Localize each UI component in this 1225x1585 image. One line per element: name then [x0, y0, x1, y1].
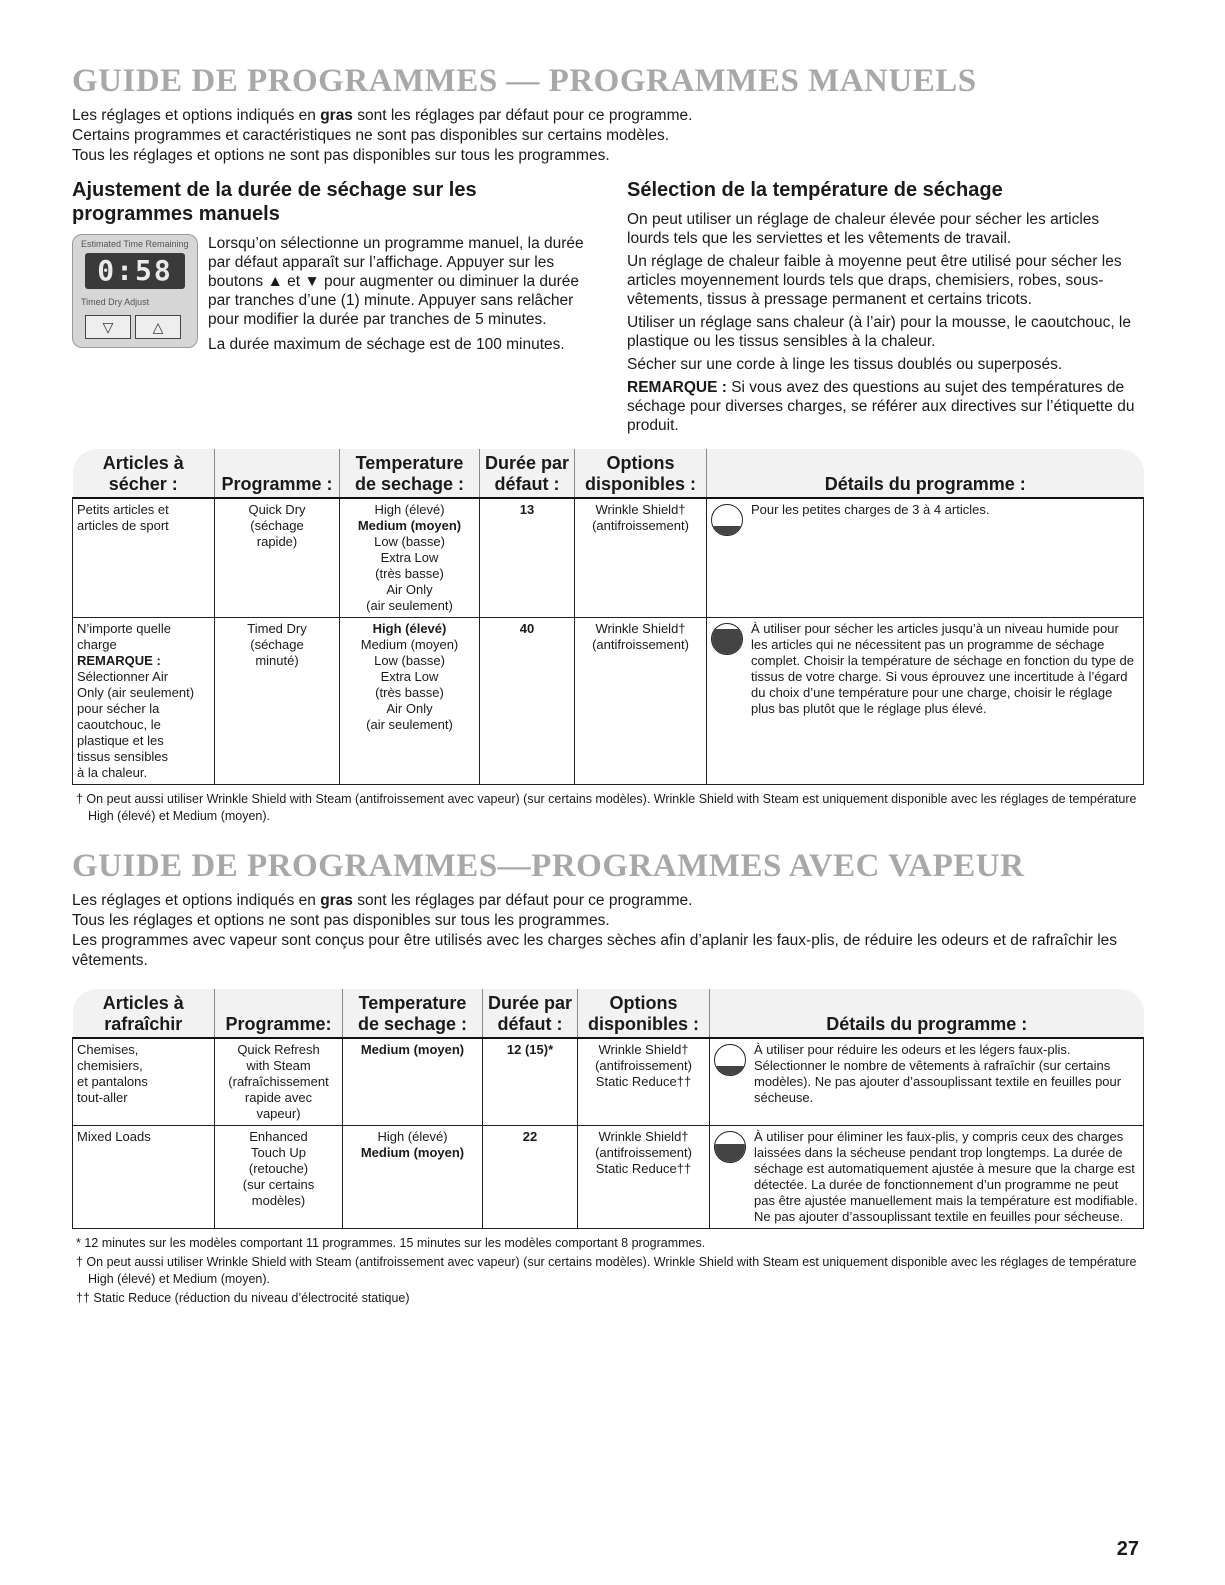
section1-title: GUIDE DE PROGRAMMES — PROGRAMMES MANUELS [72, 63, 977, 99]
section2-intro [72, 891, 1144, 971]
up-arrow-icon: △ [135, 315, 181, 339]
temperature-option: Extra Low [380, 669, 439, 684]
temperature-cell [340, 618, 480, 785]
articles-line: plastique et les [77, 733, 164, 748]
programme-line: (séchage [250, 518, 304, 533]
intro-line: Les programmes avec vapeur sont conçus pour être utilisés avec les charges sèches afin d’aplanir les faux-plis, de réduire les odeurs et de rafraîchir les vêtements. [72, 932, 1118, 969]
option-line: (antifroissement) [592, 518, 689, 533]
temperature-option: High (élevé) [374, 502, 445, 517]
table-row [73, 1126, 1144, 1229]
intro-line: Les réglages et options indiqués en gras sont les réglages par défaut pour ce programme. [72, 892, 693, 909]
articles-line: N’importe quelle [77, 621, 171, 636]
dryness-fill [712, 629, 742, 655]
intro-line: Certains programmes et caractéristiques ne sont pas disponibles sur certains modèles. [72, 127, 670, 144]
temperature-paragraph: Utiliser un réglage sans chaleur (à l’air) pour la mousse, le caoutchouc, le plastique ou les tissus sensibles à la chaleur. [627, 314, 1131, 350]
temperature-heading: Sélection de la température de séchage [627, 179, 1003, 201]
intro-line: Tous les réglages et options ne sont pas disponibles sur tous les programmes. [72, 912, 610, 929]
adjust-column [72, 178, 589, 439]
temperature-paragraph: Sécher sur une corde à linge les tissus doublés ou superposés. [627, 356, 1063, 373]
programme-cell [215, 618, 340, 785]
articles-line: tissus sensibles [77, 749, 169, 764]
articles-line: chemisiers, [77, 1058, 143, 1073]
options-cell [575, 618, 707, 785]
option-line: Wrinkle Shield† [598, 1042, 689, 1057]
articles-cell [73, 1038, 215, 1126]
option-line: Static Reduce†† [595, 1161, 692, 1176]
temperature-column [627, 178, 1144, 439]
remark: REMARQUE : Si vous avez des questions au sujet des températures de séchage pour diverses charges, se référer aux directives sur l’étiquette du produit. [627, 379, 1135, 434]
duration-cell: 13 [480, 498, 575, 618]
programme-cell [215, 1038, 343, 1126]
temperature-option: High (élevé) [377, 1129, 448, 1144]
programme-line: Enhanced [249, 1129, 308, 1144]
programme-line: Quick Refresh [237, 1042, 320, 1057]
details-cell [710, 1126, 1144, 1229]
details-cell [707, 498, 1144, 618]
articles-line: et pantalons [77, 1074, 148, 1089]
programme-line: Timed Dry [247, 621, 307, 636]
table-row [73, 1038, 1144, 1126]
details-text: Pour les petites charges de 3 à 4 articles. [751, 502, 990, 517]
programme-line: (sur certains [242, 1177, 315, 1192]
section1-columns [72, 178, 1144, 439]
temperature-cell [340, 498, 480, 618]
articles-cell [73, 618, 215, 785]
programme-cell [215, 498, 340, 618]
duration-cell: 12 (15)* [483, 1038, 578, 1126]
programme-line: minuté) [255, 653, 299, 668]
articles-cell [73, 1126, 215, 1229]
programme-line: rapide) [256, 534, 298, 549]
articles-line: Mixed Loads [77, 1129, 151, 1144]
duration-cell: 40 [480, 618, 575, 785]
table-header: Articles à rafraîchir [73, 989, 215, 1038]
articles-line: pour sécher la [77, 701, 160, 716]
table-header: Détails du programme : [710, 989, 1144, 1038]
panel-top-caption: Estimated Time Remaining [81, 239, 189, 249]
details-text: À utiliser pour sécher les articles jusqu’à un niveau humide pour les articles qui ne nécessitent pas un programme de séchage complet. Choisir la température de séchage en fonction du type de tissus de votre charge. Si vous éprouvez une incertitude à l’égard du choix d’une température pour une charge, choisir le réglage plus bas plutôt que le réglage plus élevé. [751, 621, 1135, 716]
footnote: † On peut aussi utiliser Wrinkle Shield with Steam (antifroissement avec vapeur) (sur certains modèles). Wrinkle Shield with Steam est uniquement disponible avec les réglages de température High (élevé) et Medium (moyen). [76, 792, 1137, 823]
articles-line: Chemises, [77, 1042, 139, 1057]
details-text: À utiliser pour éliminer les faux-plis, y compris ceux des charges laissées dans la sécheuse pendant trop longtemps. La durée de séchage est automatiquement ajustée à mesure que la charge est détectée. La durée de fonctionnement d’un programme ne peut pas être ajustée manuellement mais la température est modifiable. Ne pas ajouter d’assouplissant textile en feuilles pour sécheuse. [754, 1129, 1138, 1224]
articles-line: REMARQUE : [77, 653, 161, 668]
duration-cell: 22 [483, 1126, 578, 1229]
panel-bottom-caption: Timed Dry Adjust [81, 297, 150, 307]
details-cell [707, 618, 1144, 785]
temperature-option: Low (basse) [374, 653, 445, 668]
articles-line: Only (air seulement) [77, 685, 195, 700]
programme-line: (retouche) [248, 1161, 309, 1176]
temperature-option: Medium (moyen) [360, 637, 459, 652]
down-arrow-icon: ▽ [85, 315, 131, 339]
table-header: Articles à sécher : [73, 449, 215, 498]
programme-line: (séchage [250, 637, 304, 652]
section2-title: GUIDE DE PROGRAMMES—PROGRAMMES AVEC VAPEUR [72, 848, 1025, 884]
table-header: Programme: [215, 989, 343, 1038]
articles-line: Petits articles et [77, 502, 169, 517]
programme-cell [215, 1126, 343, 1229]
intro-line: Tous les réglages et options ne sont pas disponibles sur tous les programmes. [72, 147, 610, 164]
table-row [73, 618, 1144, 785]
programme-line: (rafraîchissement [228, 1074, 329, 1089]
section1-intro [72, 106, 1144, 166]
temperature-option: (air seulement) [366, 598, 453, 613]
details-content [714, 1129, 1139, 1225]
temperature-paragraph: On peut utiliser un réglage de chaleur élevée pour sécher les articles lourds tels que les serviettes et les vêtements de travail. [627, 211, 1100, 247]
temperature-option: (très basse) [375, 685, 444, 700]
dryness-indicator-icon [714, 1044, 746, 1076]
temperature-cell [343, 1038, 483, 1126]
details-content [711, 502, 1139, 536]
dryness-fill [715, 1144, 745, 1162]
table-header: Options disponibles : [575, 449, 707, 498]
table-header: Options disponibles : [578, 989, 710, 1038]
section2-footnotes [72, 1235, 1144, 1307]
option-line: Static Reduce†† [595, 1074, 692, 1089]
table-header: Programme : [215, 449, 340, 498]
control-panel-image [72, 234, 198, 348]
temperature-option: Extra Low [380, 550, 439, 565]
page-number: 27 [1116, 1538, 1139, 1560]
articles-cell [73, 498, 215, 618]
programme-line: modèles) [251, 1193, 306, 1208]
temperature-option: Low (basse) [374, 534, 445, 549]
panel-display: 0:58 [85, 253, 185, 289]
temperature-option: (air seulement) [366, 717, 453, 732]
temperature-paragraph: Un réglage de chaleur faible à moyenne peut être utilisé pour sécher les articles moyennement lourds tels que draps, chemisiers, robes, sous-vêtements, tissus à pressage permanent et certains tricots. [627, 253, 1122, 308]
options-cell [575, 498, 707, 618]
option-line: (antifroissement) [595, 1058, 692, 1073]
programme-line: with Steam [246, 1058, 311, 1073]
steam-programs-table [72, 989, 1144, 1229]
programme-line: vapeur) [256, 1106, 301, 1121]
temperature-option: Medium (moyen) [360, 1145, 465, 1160]
temperature-option: (très basse) [375, 566, 444, 581]
dryness-indicator-icon [711, 504, 743, 536]
temperature-option: Air Only [386, 701, 433, 716]
adjust-heading: Ajustement de la durée de séchage sur les programmes manuels [72, 179, 477, 225]
footnote: † On peut aussi utiliser Wrinkle Shield with Steam (antifroissement avec vapeur) (sur certains modèles). Wrinkle Shield with Steam est uniquement disponible avec les réglages de température High (élevé) et Medium (moyen). [76, 1255, 1137, 1286]
articles-line: charge [77, 637, 117, 652]
details-text: À utiliser pour réduire les odeurs et les légers faux-plis. Sélectionner le nombre de vêtements à rafraîchir (sur certains modèles). Ne pas ajouter d’assouplissant textile en feuilles pour sécheuse. [754, 1042, 1122, 1105]
page [72, 62, 1144, 1307]
table-row [73, 498, 1144, 618]
adjust-paragraph: Lorsqu’on sélectionne un programme manuel, la durée par défaut apparaît sur l’affichage. Appuyer sur les boutons ▲ et ▼ pour augmenter ou diminuer la durée par tranches d’une (1) minute. Appuyer sans relâcher pour modifier la durée par tranches de 5 minutes. [208, 235, 584, 328]
option-line: (antifroissement) [595, 1145, 692, 1160]
programme-line: Touch Up [251, 1145, 306, 1160]
dryness-indicator-icon [711, 623, 743, 655]
dryness-fill [712, 526, 742, 535]
articles-line: caoutchouc, le [77, 717, 161, 732]
options-cell [578, 1126, 710, 1229]
temperature-option: Medium (moyen) [360, 1042, 465, 1057]
footnote: †† Static Reduce (réduction du niveau d’électrocité statique) [76, 1291, 410, 1305]
adjust-paragraph: La durée maximum de séchage est de 100 minutes. [208, 336, 565, 353]
table-header: Temperature de sechage : [340, 449, 480, 498]
option-line: Wrinkle Shield† [598, 1129, 689, 1144]
temperature-option: High (élevé) [372, 621, 447, 636]
articles-line: articles de sport [77, 518, 169, 533]
table-header: Durée par défaut : [480, 449, 575, 498]
articles-line: Sélectionner Air [77, 669, 169, 684]
programme-line: Quick Dry [248, 502, 306, 517]
table-header: Temperature de sechage : [343, 989, 483, 1038]
option-line: Wrinkle Shield† [595, 621, 686, 636]
footnote: * 12 minutes sur les modèles comportant 11 programmes. 15 minutes sur les modèles comportant 8 programmes. [76, 1236, 706, 1250]
dryness-fill [715, 1066, 745, 1075]
option-line: Wrinkle Shield† [595, 502, 686, 517]
dryness-indicator-icon [714, 1131, 746, 1163]
temperature-cell [343, 1126, 483, 1229]
options-cell [578, 1038, 710, 1126]
articles-line: tout-aller [77, 1090, 128, 1105]
manual-programs-table [72, 449, 1144, 785]
option-line: (antifroissement) [592, 637, 689, 652]
temperature-option: Medium (moyen) [357, 518, 462, 533]
programme-line: rapide avec [244, 1090, 313, 1105]
details-content [714, 1042, 1139, 1106]
details-cell [710, 1038, 1144, 1126]
table-header: Durée par défaut : [483, 989, 578, 1038]
details-content [711, 621, 1139, 717]
temperature-option: Air Only [386, 582, 433, 597]
table-header: Détails du programme : [707, 449, 1144, 498]
intro-line: Les réglages et options indiqués en gras sont les réglages par défaut pour ce programme. [72, 107, 693, 124]
articles-line: à la chaleur. [77, 765, 148, 780]
